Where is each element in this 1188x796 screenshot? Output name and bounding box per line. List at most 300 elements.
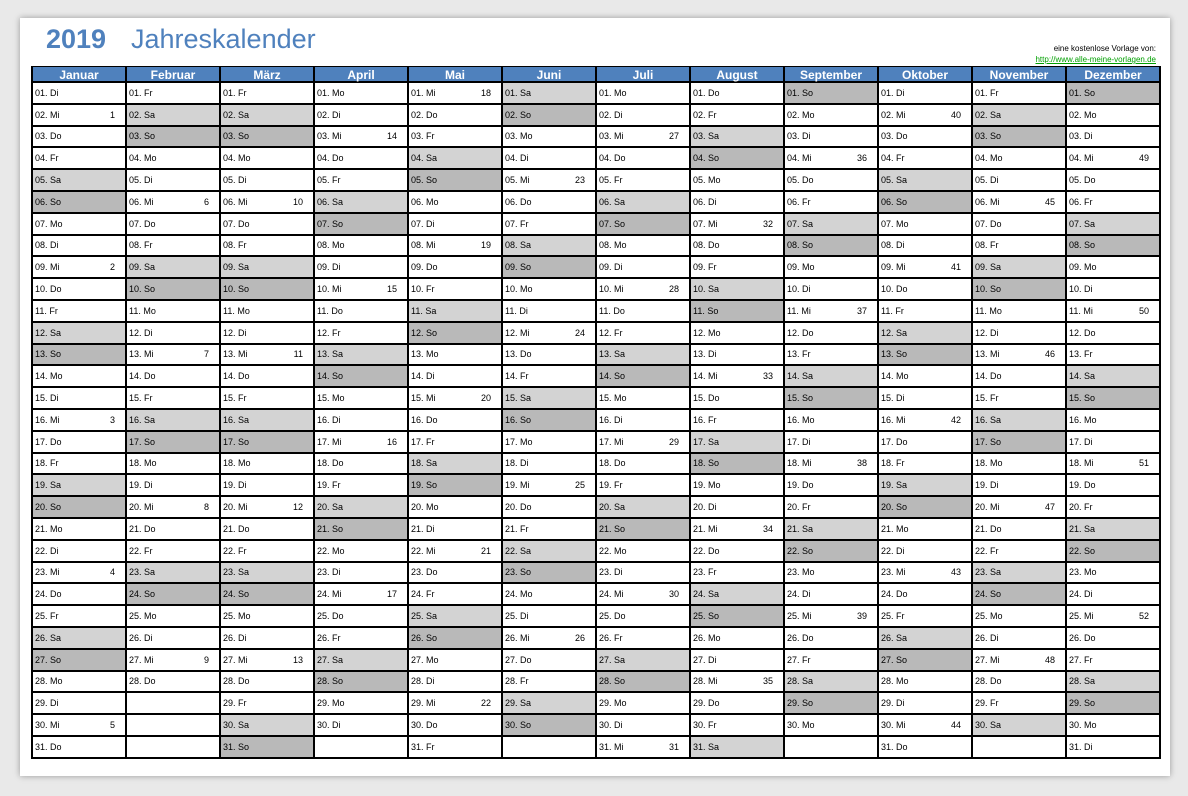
day-cell[interactable] (315, 672, 407, 694)
day-cell[interactable] (1067, 497, 1159, 519)
day-cell[interactable] (973, 410, 1065, 432)
empty-day-cell[interactable] (973, 737, 1065, 759)
day-cell[interactable] (879, 279, 971, 301)
day-cell[interactable] (973, 127, 1065, 149)
day-cell[interactable] (503, 388, 595, 410)
day-cell[interactable] (973, 606, 1065, 628)
day-cell[interactable] (409, 410, 501, 432)
day-cell[interactable] (691, 301, 783, 323)
day-cell[interactable] (785, 715, 877, 737)
day-cell[interactable] (785, 628, 877, 650)
day-cell[interactable] (503, 236, 595, 258)
day-cell[interactable] (597, 236, 689, 258)
day-cell[interactable] (221, 541, 313, 563)
day-cell[interactable] (879, 650, 971, 672)
day-cell[interactable] (879, 584, 971, 606)
day-cell[interactable] (1067, 606, 1159, 628)
day-cell[interactable] (33, 693, 125, 715)
day-cell[interactable] (973, 257, 1065, 279)
day-cell[interactable] (315, 127, 407, 149)
day-cell[interactable] (785, 410, 877, 432)
day-cell[interactable] (221, 650, 313, 672)
day-cell[interactable] (221, 105, 313, 127)
day-cell[interactable] (221, 366, 313, 388)
day-cell[interactable] (1067, 236, 1159, 258)
day-cell[interactable] (221, 672, 313, 694)
day-cell[interactable] (691, 323, 783, 345)
day-cell[interactable] (315, 148, 407, 170)
day-cell[interactable] (785, 301, 877, 323)
day-cell[interactable] (879, 366, 971, 388)
day-cell[interactable] (33, 497, 125, 519)
day-cell[interactable] (33, 650, 125, 672)
day-cell[interactable] (785, 584, 877, 606)
day-cell[interactable] (785, 345, 877, 367)
day-cell[interactable] (127, 563, 219, 585)
day-cell[interactable] (315, 366, 407, 388)
day-cell[interactable] (315, 606, 407, 628)
day-cell[interactable] (409, 650, 501, 672)
day-cell[interactable] (691, 236, 783, 258)
day-cell[interactable] (409, 105, 501, 127)
empty-day-cell[interactable] (127, 737, 219, 759)
day-cell[interactable] (503, 475, 595, 497)
day-cell[interactable] (315, 497, 407, 519)
day-cell[interactable] (221, 148, 313, 170)
day-cell[interactable] (785, 170, 877, 192)
day-cell[interactable] (127, 214, 219, 236)
day-cell[interactable] (315, 345, 407, 367)
day-cell[interactable] (597, 170, 689, 192)
day-cell[interactable] (315, 541, 407, 563)
day-cell[interactable] (409, 432, 501, 454)
day-cell[interactable] (221, 279, 313, 301)
empty-day-cell[interactable] (315, 737, 407, 759)
day-cell[interactable] (221, 737, 313, 759)
day-cell[interactable] (597, 497, 689, 519)
day-cell[interactable] (691, 541, 783, 563)
day-cell[interactable] (879, 345, 971, 367)
day-cell[interactable] (1067, 148, 1159, 170)
day-cell[interactable] (1067, 192, 1159, 214)
day-cell[interactable] (879, 715, 971, 737)
day-cell[interactable] (879, 737, 971, 759)
day-cell[interactable] (221, 693, 313, 715)
day-cell[interactable] (315, 214, 407, 236)
day-cell[interactable] (597, 388, 689, 410)
day-cell[interactable] (597, 454, 689, 476)
day-cell[interactable] (973, 388, 1065, 410)
day-cell[interactable] (597, 584, 689, 606)
day-cell[interactable] (691, 148, 783, 170)
empty-day-cell[interactable] (503, 737, 595, 759)
day-cell[interactable] (315, 519, 407, 541)
day-cell[interactable] (879, 454, 971, 476)
day-cell[interactable] (691, 497, 783, 519)
day-cell[interactable] (597, 83, 689, 105)
day-cell[interactable] (1067, 170, 1159, 192)
day-cell[interactable] (597, 606, 689, 628)
day-cell[interactable] (127, 584, 219, 606)
day-cell[interactable] (597, 541, 689, 563)
day-cell[interactable] (221, 563, 313, 585)
day-cell[interactable] (785, 454, 877, 476)
template-link[interactable]: http://www.alle-meine-vorlagen.de (1035, 55, 1156, 64)
day-cell[interactable] (409, 606, 501, 628)
day-cell[interactable] (973, 170, 1065, 192)
day-cell[interactable] (597, 432, 689, 454)
day-cell[interactable] (879, 672, 971, 694)
day-cell[interactable] (691, 475, 783, 497)
day-cell[interactable] (315, 715, 407, 737)
day-cell[interactable] (973, 672, 1065, 694)
day-cell[interactable] (691, 693, 783, 715)
day-cell[interactable] (503, 454, 595, 476)
day-cell[interactable] (127, 628, 219, 650)
day-cell[interactable] (315, 192, 407, 214)
day-cell[interactable] (127, 170, 219, 192)
day-cell[interactable] (221, 301, 313, 323)
day-cell[interactable] (691, 519, 783, 541)
day-cell[interactable] (879, 214, 971, 236)
day-cell[interactable] (503, 628, 595, 650)
day-cell[interactable] (1067, 127, 1159, 149)
day-cell[interactable] (33, 475, 125, 497)
day-cell[interactable] (1067, 323, 1159, 345)
day-cell[interactable] (785, 148, 877, 170)
day-cell[interactable] (1067, 83, 1159, 105)
day-cell[interactable] (127, 388, 219, 410)
day-cell[interactable] (127, 257, 219, 279)
day-cell[interactable] (315, 454, 407, 476)
day-cell[interactable] (33, 236, 125, 258)
day-cell[interactable] (503, 650, 595, 672)
day-cell[interactable] (33, 432, 125, 454)
day-cell[interactable] (785, 257, 877, 279)
day-cell[interactable] (879, 519, 971, 541)
day-cell[interactable] (503, 345, 595, 367)
day-cell[interactable] (503, 584, 595, 606)
day-cell[interactable] (691, 214, 783, 236)
day-cell[interactable] (409, 584, 501, 606)
day-cell[interactable] (1067, 563, 1159, 585)
day-cell[interactable] (409, 737, 501, 759)
day-cell[interactable] (315, 257, 407, 279)
day-cell[interactable] (503, 323, 595, 345)
day-cell[interactable] (315, 301, 407, 323)
day-cell[interactable] (973, 650, 1065, 672)
day-cell[interactable] (597, 279, 689, 301)
day-cell[interactable] (503, 519, 595, 541)
day-cell[interactable] (503, 693, 595, 715)
day-cell[interactable] (503, 301, 595, 323)
day-cell[interactable] (127, 345, 219, 367)
day-cell[interactable] (127, 323, 219, 345)
day-cell[interactable] (127, 366, 219, 388)
day-cell[interactable] (409, 366, 501, 388)
day-cell[interactable] (33, 628, 125, 650)
day-cell[interactable] (315, 170, 407, 192)
day-cell[interactable] (879, 105, 971, 127)
day-cell[interactable] (691, 279, 783, 301)
day-cell[interactable] (785, 214, 877, 236)
day-cell[interactable] (785, 366, 877, 388)
day-cell[interactable] (33, 127, 125, 149)
day-cell[interactable] (973, 628, 1065, 650)
day-cell[interactable] (503, 127, 595, 149)
day-cell[interactable] (127, 432, 219, 454)
day-cell[interactable] (1067, 105, 1159, 127)
day-cell[interactable] (409, 83, 501, 105)
day-cell[interactable] (879, 410, 971, 432)
day-cell[interactable] (597, 366, 689, 388)
day-cell[interactable] (221, 388, 313, 410)
day-cell[interactable] (973, 214, 1065, 236)
day-cell[interactable] (691, 257, 783, 279)
day-cell[interactable] (597, 650, 689, 672)
day-cell[interactable] (315, 693, 407, 715)
day-cell[interactable] (597, 410, 689, 432)
day-cell[interactable] (691, 606, 783, 628)
day-cell[interactable] (221, 584, 313, 606)
day-cell[interactable] (785, 606, 877, 628)
day-cell[interactable] (315, 584, 407, 606)
day-cell[interactable] (127, 148, 219, 170)
day-cell[interactable] (33, 366, 125, 388)
day-cell[interactable] (597, 563, 689, 585)
day-cell[interactable] (691, 432, 783, 454)
day-cell[interactable] (973, 366, 1065, 388)
day-cell[interactable] (785, 323, 877, 345)
day-cell[interactable] (691, 563, 783, 585)
day-cell[interactable] (409, 672, 501, 694)
day-cell[interactable] (221, 628, 313, 650)
day-cell[interactable] (409, 454, 501, 476)
day-cell[interactable] (221, 192, 313, 214)
day-cell[interactable] (597, 672, 689, 694)
day-cell[interactable] (879, 127, 971, 149)
day-cell[interactable] (315, 236, 407, 258)
day-cell[interactable] (33, 279, 125, 301)
day-cell[interactable] (597, 148, 689, 170)
day-cell[interactable] (409, 628, 501, 650)
day-cell[interactable] (879, 693, 971, 715)
day-cell[interactable] (409, 236, 501, 258)
day-cell[interactable] (785, 388, 877, 410)
day-cell[interactable] (1067, 214, 1159, 236)
day-cell[interactable] (503, 410, 595, 432)
day-cell[interactable] (785, 497, 877, 519)
day-cell[interactable] (127, 410, 219, 432)
day-cell[interactable] (1067, 628, 1159, 650)
day-cell[interactable] (597, 345, 689, 367)
day-cell[interactable] (503, 715, 595, 737)
day-cell[interactable] (409, 475, 501, 497)
day-cell[interactable] (221, 83, 313, 105)
day-cell[interactable] (691, 650, 783, 672)
day-cell[interactable] (315, 323, 407, 345)
day-cell[interactable] (785, 519, 877, 541)
day-cell[interactable] (973, 541, 1065, 563)
day-cell[interactable] (127, 541, 219, 563)
day-cell[interactable] (1067, 279, 1159, 301)
day-cell[interactable] (33, 541, 125, 563)
day-cell[interactable] (879, 83, 971, 105)
day-cell[interactable] (879, 497, 971, 519)
day-cell[interactable] (973, 432, 1065, 454)
day-cell[interactable] (785, 83, 877, 105)
day-cell[interactable] (409, 497, 501, 519)
day-cell[interactable] (409, 148, 501, 170)
day-cell[interactable] (973, 279, 1065, 301)
day-cell[interactable] (503, 192, 595, 214)
day-cell[interactable] (879, 323, 971, 345)
day-cell[interactable] (597, 127, 689, 149)
day-cell[interactable] (691, 105, 783, 127)
day-cell[interactable] (127, 105, 219, 127)
day-cell[interactable] (127, 127, 219, 149)
day-cell[interactable] (973, 715, 1065, 737)
day-cell[interactable] (597, 628, 689, 650)
day-cell[interactable] (127, 497, 219, 519)
day-cell[interactable] (597, 323, 689, 345)
day-cell[interactable] (409, 214, 501, 236)
day-cell[interactable] (409, 279, 501, 301)
day-cell[interactable] (127, 454, 219, 476)
day-cell[interactable] (879, 432, 971, 454)
day-cell[interactable] (691, 454, 783, 476)
day-cell[interactable] (315, 83, 407, 105)
day-cell[interactable] (1067, 584, 1159, 606)
day-cell[interactable] (503, 366, 595, 388)
day-cell[interactable] (409, 170, 501, 192)
day-cell[interactable] (33, 148, 125, 170)
day-cell[interactable] (691, 410, 783, 432)
day-cell[interactable] (503, 170, 595, 192)
day-cell[interactable] (879, 541, 971, 563)
day-cell[interactable] (33, 563, 125, 585)
day-cell[interactable] (409, 345, 501, 367)
day-cell[interactable] (409, 301, 501, 323)
day-cell[interactable] (785, 192, 877, 214)
day-cell[interactable] (33, 454, 125, 476)
day-cell[interactable] (1067, 257, 1159, 279)
day-cell[interactable] (973, 497, 1065, 519)
day-cell[interactable] (1067, 432, 1159, 454)
day-cell[interactable] (315, 475, 407, 497)
day-cell[interactable] (503, 497, 595, 519)
day-cell[interactable] (691, 628, 783, 650)
day-cell[interactable] (33, 105, 125, 127)
day-cell[interactable] (973, 83, 1065, 105)
day-cell[interactable] (127, 606, 219, 628)
day-cell[interactable] (33, 737, 125, 759)
day-cell[interactable] (33, 301, 125, 323)
day-cell[interactable] (503, 541, 595, 563)
day-cell[interactable] (33, 388, 125, 410)
day-cell[interactable] (1067, 388, 1159, 410)
day-cell[interactable] (409, 323, 501, 345)
day-cell[interactable] (1067, 301, 1159, 323)
day-cell[interactable] (409, 127, 501, 149)
day-cell[interactable] (1067, 737, 1159, 759)
day-cell[interactable] (33, 519, 125, 541)
day-cell[interactable] (221, 519, 313, 541)
day-cell[interactable] (315, 410, 407, 432)
day-cell[interactable] (315, 279, 407, 301)
day-cell[interactable] (1067, 519, 1159, 541)
day-cell[interactable] (785, 236, 877, 258)
day-cell[interactable] (503, 279, 595, 301)
day-cell[interactable] (33, 715, 125, 737)
day-cell[interactable] (973, 475, 1065, 497)
day-cell[interactable] (33, 345, 125, 367)
day-cell[interactable] (973, 301, 1065, 323)
day-cell[interactable] (1067, 475, 1159, 497)
day-cell[interactable] (691, 388, 783, 410)
day-cell[interactable] (691, 345, 783, 367)
day-cell[interactable] (315, 432, 407, 454)
day-cell[interactable] (879, 257, 971, 279)
day-cell[interactable] (503, 214, 595, 236)
day-cell[interactable] (691, 672, 783, 694)
day-cell[interactable] (691, 170, 783, 192)
day-cell[interactable] (1067, 715, 1159, 737)
day-cell[interactable] (879, 170, 971, 192)
day-cell[interactable] (879, 236, 971, 258)
day-cell[interactable] (597, 693, 689, 715)
day-cell[interactable] (597, 715, 689, 737)
day-cell[interactable] (1067, 345, 1159, 367)
day-cell[interactable] (879, 148, 971, 170)
day-cell[interactable] (127, 672, 219, 694)
day-cell[interactable] (1067, 650, 1159, 672)
day-cell[interactable] (785, 127, 877, 149)
day-cell[interactable] (127, 301, 219, 323)
day-cell[interactable] (597, 257, 689, 279)
day-cell[interactable] (691, 192, 783, 214)
day-cell[interactable] (503, 257, 595, 279)
day-cell[interactable] (221, 345, 313, 367)
day-cell[interactable] (597, 192, 689, 214)
day-cell[interactable] (221, 127, 313, 149)
empty-day-cell[interactable] (127, 693, 219, 715)
day-cell[interactable] (409, 563, 501, 585)
day-cell[interactable] (785, 693, 877, 715)
day-cell[interactable] (409, 715, 501, 737)
day-cell[interactable] (1067, 672, 1159, 694)
day-cell[interactable] (1067, 541, 1159, 563)
day-cell[interactable] (879, 628, 971, 650)
day-cell[interactable] (785, 541, 877, 563)
day-cell[interactable] (879, 192, 971, 214)
day-cell[interactable] (973, 519, 1065, 541)
day-cell[interactable] (691, 715, 783, 737)
day-cell[interactable] (315, 388, 407, 410)
day-cell[interactable] (691, 83, 783, 105)
day-cell[interactable] (597, 737, 689, 759)
day-cell[interactable] (409, 257, 501, 279)
day-cell[interactable] (597, 214, 689, 236)
day-cell[interactable] (221, 497, 313, 519)
day-cell[interactable] (503, 148, 595, 170)
day-cell[interactable] (33, 584, 125, 606)
day-cell[interactable] (221, 475, 313, 497)
day-cell[interactable] (503, 606, 595, 628)
day-cell[interactable] (33, 83, 125, 105)
day-cell[interactable] (409, 541, 501, 563)
day-cell[interactable] (785, 279, 877, 301)
